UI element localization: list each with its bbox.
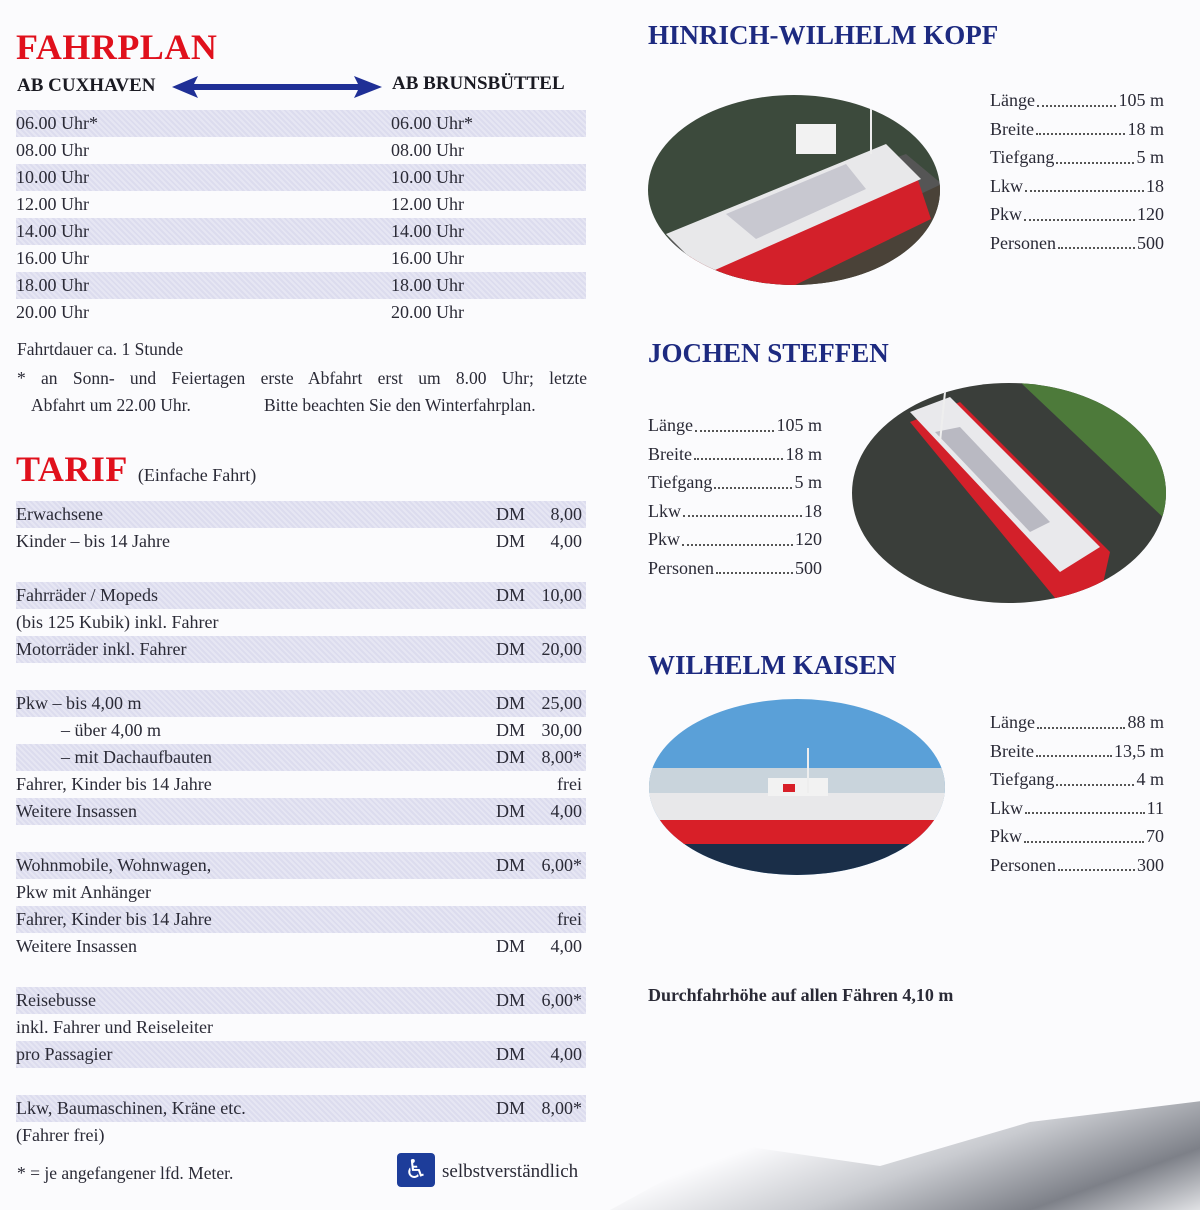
ship-spec-row	[990, 200, 1164, 229]
spec-label: Tiefgang	[990, 147, 1055, 167]
tariff-label: (bis 125 Kubik) inkl. Fahrer	[16, 612, 219, 632]
tariff-row	[16, 582, 586, 609]
brunsbuettel-departure: 18.00 Uhr	[391, 275, 464, 295]
cuxhaven-departure: 16.00 Uhr	[16, 248, 89, 268]
brunsbuettel-departure: 12.00 Uhr	[391, 194, 464, 214]
timetable-row	[16, 245, 586, 272]
tariff-row	[16, 798, 586, 825]
tariff-row	[16, 744, 586, 771]
dot-leader	[1036, 737, 1112, 758]
brunsbuettel-departure: 20.00 Uhr	[391, 302, 464, 322]
tariff-price	[536, 609, 586, 636]
dot-leader	[695, 411, 775, 432]
spec-label: Personen	[648, 557, 714, 578]
ship-1-photo	[646, 94, 942, 286]
spec-label: Breite	[648, 443, 692, 464]
cuxhaven-departure: 12.00 Uhr	[16, 194, 89, 214]
tariff-row	[16, 987, 586, 1014]
spec-label: Lkw	[648, 500, 681, 521]
cuxhaven-departure: 20.00 Uhr	[16, 302, 89, 322]
double-arrow-icon	[172, 74, 384, 100]
ship-2-photo	[850, 382, 1168, 604]
dot-leader	[716, 554, 793, 575]
currency	[496, 879, 536, 906]
currency: DM	[496, 1098, 526, 1118]
tariff-label: Reisebusse	[16, 990, 96, 1010]
ship-spec-row	[990, 229, 1164, 258]
timetable-row	[16, 137, 586, 164]
currency	[496, 906, 536, 933]
currency: DM	[496, 639, 526, 659]
spec-value: 105 m	[1118, 90, 1164, 110]
brunsbuettel-departure: 06.00 Uhr*	[391, 113, 473, 133]
tariff-price: 8,00	[550, 504, 582, 524]
cuxhaven-departure: 14.00 Uhr	[16, 221, 89, 241]
tariff-table	[16, 501, 586, 1176]
tariff-price: 4,00	[550, 936, 582, 956]
ship-1-specs	[990, 86, 1164, 257]
currency: DM	[496, 720, 526, 740]
spec-label: Breite	[990, 118, 1034, 139]
ship-2-name: JOCHEN STEFFEN	[648, 338, 889, 368]
tariff-row	[16, 636, 586, 663]
tariff-label: – über 4,00 m	[61, 720, 161, 740]
fahrplan-title: FAHRPLAN	[16, 27, 218, 67]
spec-value: 18	[804, 500, 822, 521]
ship-spec-row	[648, 525, 822, 554]
ship-spec-row	[990, 822, 1164, 851]
timetable-row	[16, 164, 586, 191]
dot-leader	[1056, 143, 1134, 164]
ship-1-name: HINRICH-WILHELM KOPF	[648, 20, 999, 50]
tariff-group	[16, 1095, 586, 1149]
spec-label: Lkw	[990, 797, 1023, 818]
spec-label: Tiefgang	[990, 769, 1055, 789]
tarif-title: TARIF	[16, 449, 128, 489]
currency: DM	[496, 855, 526, 875]
tariff-row	[16, 717, 586, 744]
brunsbuettel-departure: 14.00 Uhr	[391, 221, 464, 241]
currency: DM	[496, 504, 526, 524]
currency: DM	[496, 801, 526, 821]
spec-value: 18 m	[785, 443, 822, 464]
tariff-label: Fahrer, Kinder bis 14 Jahre	[16, 909, 212, 929]
ship-spec-row	[990, 115, 1164, 144]
tariff-price: 8,00*	[541, 747, 582, 767]
spec-value: 105 m	[776, 415, 822, 435]
from-brunsbuettel-heading: AB BRUNSBÜTTEL	[392, 73, 565, 94]
tariff-label: Erwachsene	[16, 504, 103, 524]
tariff-price: 20,00	[541, 639, 582, 659]
ship-spec-row	[990, 794, 1164, 823]
wave-decoration	[610, 1100, 1200, 1210]
tariff-row	[16, 933, 586, 960]
tariff-group	[16, 582, 586, 663]
tariff-row	[16, 609, 586, 636]
tariff-row	[16, 879, 586, 906]
currency	[496, 771, 536, 798]
ship-3-name: WILHELM KAISEN	[648, 650, 897, 680]
tariff-label: Pkw – bis 4,00 m	[16, 693, 142, 713]
timetable-row	[16, 272, 586, 299]
tarif-subtitle: (Einfache Fahrt)	[137, 465, 257, 485]
spec-label: Länge	[648, 415, 693, 435]
spec-label: Pkw	[990, 826, 1023, 846]
footnote-line-2a: Abfahrt um 22.00 Uhr.	[31, 395, 191, 415]
tariff-price	[536, 1122, 586, 1149]
spec-value: 120	[1137, 204, 1164, 224]
tariff-label: Fahrräder / Mopeds	[16, 585, 158, 605]
tariff-row	[16, 771, 586, 798]
tariff-group	[16, 690, 586, 825]
spec-label: Personen	[990, 232, 1056, 253]
tariff-row	[16, 690, 586, 717]
ship-spec-row	[648, 497, 822, 526]
ship-spec-row	[648, 411, 822, 440]
tariff-group	[16, 987, 586, 1068]
ship-spec-row	[648, 554, 822, 583]
tariff-label: Weitere Insassen	[16, 801, 137, 821]
dot-leader	[1058, 851, 1135, 872]
tariff-row	[16, 1122, 586, 1149]
dot-leader	[1056, 765, 1134, 786]
spec-value: 500	[1137, 232, 1164, 253]
spec-value: 5 m	[794, 472, 822, 492]
timetable	[16, 110, 586, 326]
dot-leader	[1036, 115, 1126, 136]
timetable-row	[16, 218, 586, 245]
tariff-price: 6,00*	[541, 855, 582, 875]
tariff-price: 8,00*	[541, 1098, 582, 1118]
tariff-price: frei	[557, 774, 582, 794]
currency	[496, 1014, 536, 1041]
footnote-line-2b: Bitte beachten Sie den Winterfahrplan.	[264, 395, 536, 415]
clearance-note: Durchfahrhöhe auf allen Fähren 4,10 m	[648, 985, 954, 1005]
ship-3-specs	[990, 708, 1164, 879]
tariff-label: Motorräder inkl. Fahrer	[16, 639, 187, 659]
dot-leader	[1025, 794, 1145, 815]
tariff-price: 4,00	[550, 531, 582, 551]
spec-label: Lkw	[990, 175, 1023, 196]
spec-value: 500	[795, 557, 822, 578]
tariff-row	[16, 1014, 586, 1041]
dot-leader	[1024, 200, 1135, 221]
tariff-label: inkl. Fahrer und Reiseleiter	[16, 1017, 213, 1037]
ship-spec-row	[990, 737, 1164, 766]
ship-spec-row	[648, 468, 822, 497]
tariff-label: – mit Dachaufbauten	[61, 747, 212, 767]
spec-value: 11	[1146, 797, 1164, 818]
wheelchair-icon: ♿	[397, 1153, 435, 1187]
currency: DM	[496, 585, 526, 605]
spec-label: Pkw	[648, 529, 681, 549]
dot-leader	[1058, 229, 1135, 250]
tariff-price	[536, 1014, 586, 1041]
tariff-price: 10,00	[541, 585, 582, 605]
ship-spec-row	[990, 143, 1164, 172]
tariff-label: Lkw, Baumaschinen, Kräne etc.	[16, 1098, 246, 1118]
tariff-row	[16, 528, 586, 555]
dot-leader	[1037, 708, 1126, 729]
spec-value: 13,5 m	[1113, 740, 1164, 761]
spec-value: 5 m	[1136, 147, 1164, 167]
ship-spec-row	[990, 765, 1164, 794]
tariff-group	[16, 852, 586, 960]
ship-spec-row	[648, 440, 822, 469]
spec-label: Länge	[990, 90, 1035, 110]
footnote-line-1: * an Sonn- und Feiertagen erste Abfahrt erst um 8.00 Uhr; letzte	[17, 368, 587, 388]
tariff-label: Wohnmobile, Wohnwagen,	[16, 855, 212, 875]
cuxhaven-departure: 18.00 Uhr	[16, 275, 89, 295]
dot-leader	[683, 497, 802, 518]
tariff-label: Kinder – bis 14 Jahre	[16, 531, 170, 551]
cuxhaven-departure: 10.00 Uhr	[16, 167, 89, 187]
spec-value: 300	[1137, 854, 1164, 875]
tariff-label: pro Passagier	[16, 1044, 113, 1064]
ship-spec-row	[990, 86, 1164, 115]
currency: DM	[496, 693, 526, 713]
currency: DM	[496, 990, 526, 1010]
dot-leader	[1025, 172, 1144, 193]
dot-leader	[682, 525, 793, 546]
tariff-price: 4,00	[550, 801, 582, 821]
tariff-price: 4,00	[550, 1044, 582, 1064]
currency: DM	[496, 747, 526, 767]
tarif-heading	[16, 448, 256, 490]
ship-spec-row	[990, 172, 1164, 201]
spec-value: 88 m	[1127, 712, 1164, 732]
spec-label: Pkw	[990, 204, 1023, 224]
ship-spec-row	[990, 708, 1164, 737]
tariff-label: Fahrer, Kinder bis 14 Jahre	[16, 774, 212, 794]
ship-spec-row	[990, 851, 1164, 880]
timetable-row	[16, 191, 586, 218]
spec-label: Personen	[990, 854, 1056, 875]
tarif-footnote: * = je angefangener lfd. Meter.	[17, 1163, 234, 1183]
tariff-price: 25,00	[541, 693, 582, 713]
tariff-price	[536, 879, 586, 906]
spec-label: Länge	[990, 712, 1035, 732]
dot-leader	[1024, 822, 1144, 843]
cuxhaven-departure: 08.00 Uhr	[16, 140, 89, 160]
timetable-row	[16, 110, 586, 137]
spec-value: 18	[1146, 175, 1164, 196]
accessibility-note: selbstverständlich	[442, 1161, 579, 1182]
tariff-row	[16, 852, 586, 879]
brunsbuettel-departure: 10.00 Uhr	[391, 167, 464, 187]
spec-value: 18 m	[1127, 118, 1164, 139]
ship-3-photo	[648, 698, 946, 876]
currency: DM	[496, 531, 526, 551]
tariff-row	[16, 501, 586, 528]
tariff-group	[16, 501, 586, 555]
tariff-row	[16, 906, 586, 933]
from-cuxhaven-heading: AB CUXHAVEN	[17, 75, 156, 96]
tariff-row	[16, 1041, 586, 1068]
tariff-price: frei	[557, 909, 582, 929]
timetable-row	[16, 299, 586, 326]
dot-leader	[694, 440, 784, 461]
spec-label: Breite	[990, 740, 1034, 761]
spec-label: Tiefgang	[648, 472, 713, 492]
currency	[496, 1122, 536, 1149]
currency: DM	[496, 1044, 526, 1064]
tariff-price: 30,00	[541, 720, 582, 740]
tariff-label: Weitere Insassen	[16, 936, 137, 956]
currency	[496, 609, 536, 636]
tariff-price: 6,00*	[541, 990, 582, 1010]
currency: DM	[496, 936, 526, 956]
dot-leader	[1037, 86, 1117, 107]
tariff-label: Pkw mit Anhänger	[16, 882, 151, 902]
cuxhaven-departure: 06.00 Uhr*	[16, 113, 98, 133]
brunsbuettel-departure: 16.00 Uhr	[391, 248, 464, 268]
spec-value: 120	[795, 529, 822, 549]
trip-duration: Fahrtdauer ca. 1 Stunde	[17, 339, 184, 359]
dot-leader	[714, 468, 792, 489]
brunsbuettel-departure: 08.00 Uhr	[391, 140, 464, 160]
spec-value: 4 m	[1136, 769, 1164, 789]
spec-value: 70	[1146, 826, 1164, 846]
tariff-row	[16, 1095, 586, 1122]
ship-2-specs	[648, 411, 822, 582]
tariff-label: (Fahrer frei)	[16, 1125, 105, 1145]
